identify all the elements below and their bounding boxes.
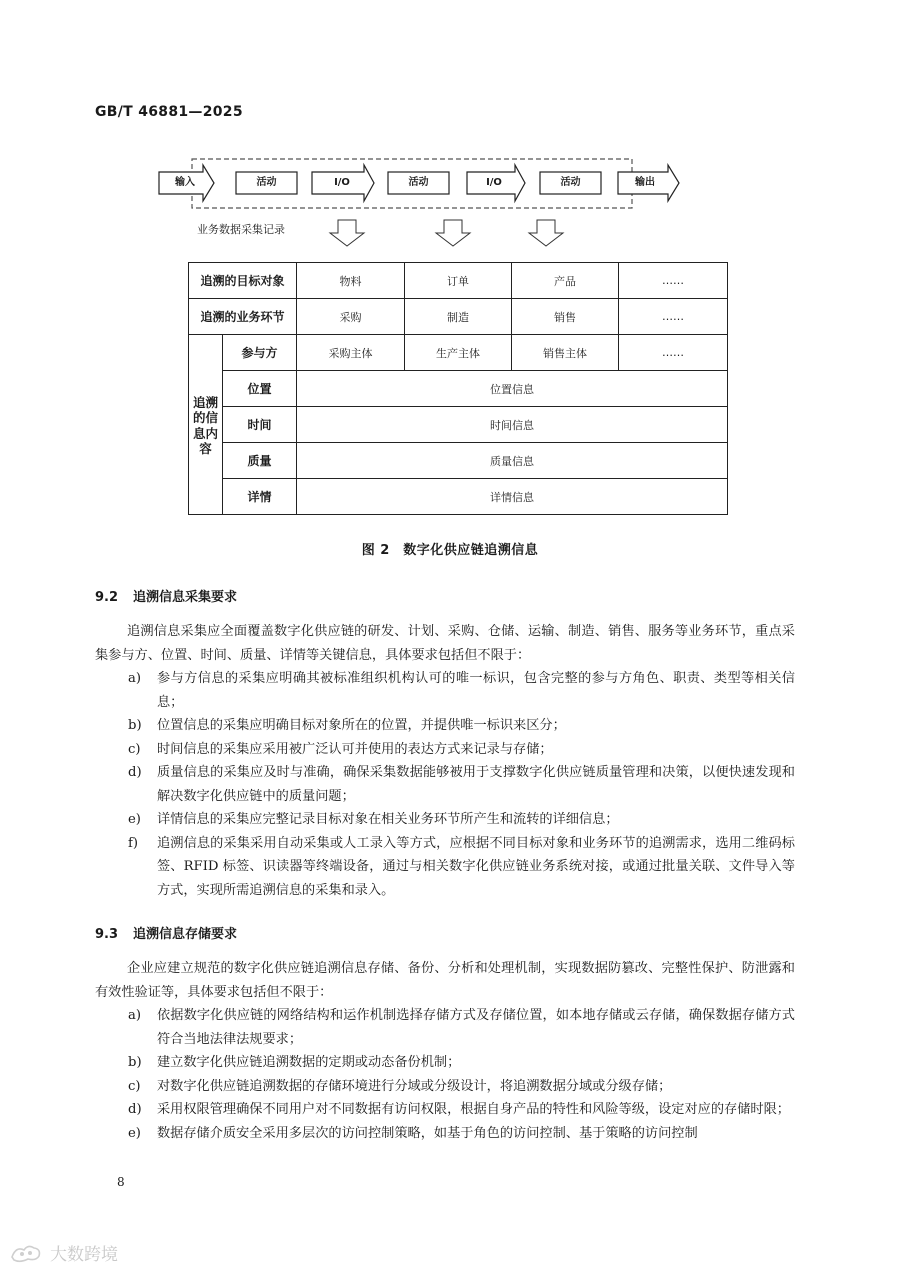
- standard-code: GB/T 46881—2025: [95, 104, 243, 120]
- section-heading-9-3: [95, 923, 237, 942]
- list-item: [95, 1098, 795, 1122]
- table-cell: ……: [619, 299, 728, 335]
- table-cell: 生产主体: [405, 335, 512, 371]
- list-item: [95, 738, 795, 762]
- list-label: d): [128, 1102, 142, 1117]
- row-head-stage: 追溯的业务环节: [189, 299, 297, 335]
- list-item: [95, 832, 795, 903]
- list-item: [95, 1122, 795, 1146]
- list-text: 参与方信息的采集应明确其被标准组织机构认可的唯一标识，包含完整的参与方角色、职责、类型等相关信息；: [157, 671, 795, 710]
- list-text: 追溯信息的采集采用自动采集或人工录入等方式，应根据不同目标对象和业务环节的追溯需求，选用二维码标签、RFID 标签、识读器等终端设备，通过与相关数字化供应链业务系统对接，或通过批量关联、文件导入等方式，实现所需追溯信息的采集和录入。: [157, 835, 795, 898]
- down-arrow-3: [529, 220, 563, 246]
- list-label: e): [128, 1125, 141, 1141]
- list-text: 对数字化供应链追溯数据的存储环境进行分域或分级设计，将追溯数据分域或分级存储；: [157, 1078, 672, 1094]
- row-head-target: 追溯的目标对象: [189, 263, 297, 299]
- list-label: f): [128, 835, 139, 851]
- table-row: [189, 263, 728, 299]
- table-cell: 订单: [405, 263, 512, 299]
- group-label-info-content: 追溯的信息内容: [189, 335, 223, 515]
- watermark-text: 大数跨境: [50, 1245, 118, 1265]
- flow-shapes: [0, 0, 900, 260]
- row-head-time: 时间: [223, 407, 297, 443]
- list-text: 质量信息的采集应及时与准确，确保采集数据能够被用于支撑数字化供应链质量管理和决策，以便快速发现和解决数字化供应链中的质量问题；: [157, 765, 795, 804]
- list-item: [95, 1004, 795, 1051]
- flow-node-input: 输入: [175, 177, 195, 188]
- trace-info-table: [188, 262, 728, 515]
- list-label: d): [128, 765, 142, 780]
- table-cell: 位置信息: [297, 371, 728, 407]
- down-arrow-1: [330, 220, 364, 246]
- section-title: 追溯信息存储要求: [133, 927, 238, 942]
- row-head-location: 位置: [223, 371, 297, 407]
- table-cell: ……: [619, 335, 728, 371]
- list-item: [95, 808, 795, 832]
- table-cell: 销售主体: [512, 335, 619, 371]
- list-text: 建立数字化供应链追溯数据的定期或动态备份机制；: [157, 1055, 461, 1070]
- row-head-detail: 详情: [223, 479, 297, 515]
- list-text: 采用权限管理确保不同用户对不同数据有访问权限，根据自身产品的特性和风险等级，设定对应的存储时限；: [157, 1102, 790, 1117]
- flow-node-activity-1: 活动: [256, 177, 277, 188]
- section-intro: 追溯信息采集应全面覆盖数字化供应链的研发、计划、采购、仓储、运输、制造、销售、服务等业务环节，重点采集参与方、位置、时间、质量、详情等关键信息，具体要求包括但不限于：: [95, 624, 795, 663]
- section-heading-9-2: [95, 586, 237, 605]
- list-item: [95, 761, 795, 808]
- flow-node-output: 输出: [635, 177, 655, 188]
- flow-node-activity-2: 活动: [408, 177, 429, 188]
- watermark-logo-icon: [8, 1242, 44, 1264]
- list-label: a): [128, 1008, 142, 1023]
- section-intro: 企业应建立规范的数字化供应链追溯信息存储、备份、分析和处理机制，实现数据防篡改、完整性保护、防泄露和有效性验证等，具体要求包括但不限于：: [95, 961, 795, 1000]
- section-body-9-2: [95, 620, 795, 902]
- section-number: 9.3: [95, 927, 119, 942]
- table-row: [189, 443, 728, 479]
- table-cell: 采购: [297, 299, 405, 335]
- list-item: [95, 714, 795, 738]
- table-cell: 采购主体: [297, 335, 405, 371]
- list-label: e): [128, 812, 141, 827]
- table-cell: 物料: [297, 263, 405, 299]
- section-number: 9.2: [95, 590, 119, 605]
- table-row: [189, 335, 728, 371]
- table-cell: 销售: [512, 299, 619, 335]
- collection-caption: 业务数据采集记录: [197, 223, 285, 236]
- table-row: [189, 371, 728, 407]
- list-label: c): [128, 1078, 141, 1094]
- down-arrow-2: [436, 220, 470, 246]
- table-cell: 质量信息: [297, 443, 728, 479]
- list-text: 位置信息的采集应明确目标对象所在的位置，并提供唯一标识来区分；: [157, 718, 566, 733]
- flow-node-io-2: I/O: [486, 177, 502, 188]
- table-row: [189, 407, 728, 443]
- list-text: 时间信息的采集应采用被广泛认可并使用的表达方式来记录与存储；: [157, 741, 553, 757]
- watermark: [8, 1240, 118, 1265]
- section-title: 追溯信息采集要求: [133, 590, 238, 605]
- table-cell: 产品: [512, 263, 619, 299]
- list-item: [95, 1051, 795, 1075]
- list-label: c): [128, 741, 141, 757]
- list-label: b): [128, 1055, 142, 1070]
- list-label: a): [128, 671, 142, 686]
- section-body-9-3: [95, 957, 795, 1145]
- list-item: [95, 667, 795, 714]
- table-cell: ……: [619, 263, 728, 299]
- table-cell: 详情信息: [297, 479, 728, 515]
- list-text: 详情信息的采集应完整记录目标对象在相关业务环节所产生和流转的详细信息；: [157, 812, 619, 827]
- table-cell: 时间信息: [297, 407, 728, 443]
- list-text: 数据存储介质安全采用多层次的访问控制策略，如基于角色的访问控制、基于策略的访问控制: [157, 1125, 698, 1141]
- flow-node-activity-3: 活动: [560, 177, 581, 188]
- list-item: [95, 1075, 795, 1099]
- flow-node-io-1: I/O: [334, 177, 350, 188]
- list-text: 依据数字化供应链的网络结构和运作机制选择存储方式及存储位置，如本地存储或云存储，确保数据存储方式符合当地法律法规要求；: [157, 1008, 795, 1047]
- row-head-party: 参与方: [223, 335, 297, 371]
- list-label: b): [128, 718, 142, 733]
- table-cell: 制造: [405, 299, 512, 335]
- table-row: [189, 299, 728, 335]
- process-flow-diagram: [0, 0, 900, 260]
- row-head-quality: 质量: [223, 443, 297, 479]
- page-number: 8: [117, 1175, 125, 1189]
- figure-caption: 图 2 数字化供应链追溯信息: [361, 543, 539, 558]
- table-row: [189, 479, 728, 515]
